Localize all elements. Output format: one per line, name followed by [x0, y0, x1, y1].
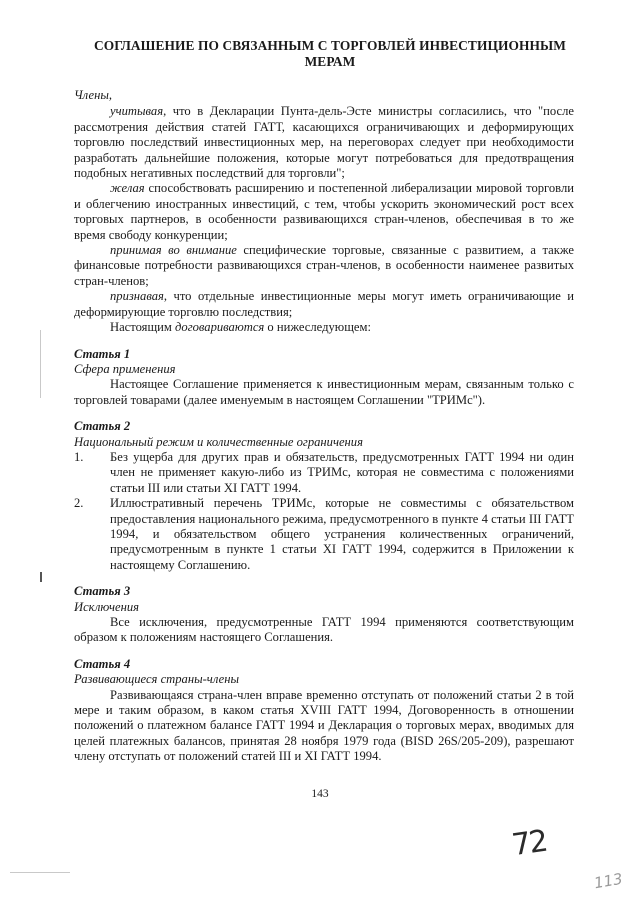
article-subtitle: Исключения — [74, 599, 140, 614]
article-text: Все исключения, предусмотренные ГАТТ 1994 применяются соответствующим образом к положениям настоящего Соглашения. — [74, 615, 574, 645]
scan-margin-mark — [40, 572, 42, 582]
scan-bottom-mark — [10, 872, 70, 873]
clause-text: , что в Декларации Пунта-дель-Эсте министры согласились, что "после рассмотрения действия статей ГАТТ, касающихся ограничивающих и деформирующих торговлю последствий инвестиционных мер, на переговорах следует при необходимости разработать дальнейшие положения, которые могут потребоваться для предотвращения подобных негативных последствий для торговли"; — [74, 104, 574, 181]
clause-lead: признавая — [110, 289, 164, 304]
article-heading: Статья 3 — [74, 584, 131, 599]
document-body — [74, 88, 574, 765]
article-subtitle: Развивающиеся страны-члены — [74, 672, 239, 687]
scan-margin-mark — [40, 330, 41, 398]
preamble-clause — [74, 181, 574, 243]
article-heading: Статья 2 — [74, 419, 131, 434]
clause-lead: учитывая — [110, 104, 164, 119]
article-text: Развивающаяся страна-член вправе временно отступать от положений статьи 2 в той мере и таким образом, в каком статья XVIII ГАТТ 1994, Договоренность в отношении положений о платежном балансе ГАТТ 1994 и Декларация о торговых мерах, вводимых для целей платежных балансов, принятая 28 ноября 1979 года (BISD 26S/205-209), разрешают члену отступать от положений статей III и XI ГАТТ 1994. — [74, 687, 574, 764]
article-item — [74, 450, 574, 496]
item-text: Без ущерба для других прав и обязательств, предусмотренных ГАТТ 1994 ни один член не применяет какую-либо из ТРИМс, которая не совместима с положениями статьи III или статьи XI ГАТТ 1994. — [110, 449, 574, 495]
article-item — [74, 496, 574, 573]
article-subtitle: Сфера применения — [74, 361, 176, 376]
article-heading: Статья 4 — [74, 656, 131, 671]
article-text: Настоящее Соглашение применяется к инвестиционным мерам, связанным только с торговлей товарами (далее именуемым в настоящем Соглашении "ТРИМс"). — [74, 377, 574, 407]
item-text: Иллюстративный перечень ТРИМс, которые не совместимы с обязательством предоставления национального режима, предусмотренного в пункте 4 статьи III ГАТТ 1994, и обязательством общего устранения количественных ограничений, предусмотренным в пункте 1 статьи XI ГАТТ 1994, содержится в Приложении к настоящему Соглашению. — [110, 496, 574, 572]
preamble-clause — [74, 289, 574, 320]
clause-lead: желая — [110, 181, 145, 196]
clause-text: , что отдельные инвестиционные меры могут иметь ограничивающие и деформирующие торговлю последствия; — [74, 289, 574, 319]
preamble-party: Члены, — [74, 88, 112, 102]
clause-text: способствовать расширению и постепенной либерализации мировой торговли и облегчению иностранных инвестиций, с тем, чтобы ускорить экономический рост всех торговых партнеров, в особенности развивающихся стран-членов, обеспечивая в то же время свободу конкуренции; — [74, 181, 574, 242]
item-number: 1. — [74, 449, 84, 464]
article-heading: Статья 1 — [74, 346, 131, 361]
preamble-clause — [74, 243, 574, 289]
clause-text: специфические торговые, связанные с развитием, а также финансовые потребности развивающихся стран-членов, в особенности наименее развитых стран-членов; — [74, 243, 574, 288]
closing-post: о нижеследующем: — [264, 320, 371, 335]
item-number: 2. — [74, 496, 84, 511]
handwritten-corner-number: 113 — [592, 869, 624, 893]
closing-pre: Настоящим — [110, 320, 176, 335]
page-number: 143 — [311, 788, 329, 800]
article-subtitle: Национальный режим и количественные ограничения — [74, 434, 363, 449]
clause-lead: принимая во внимание — [110, 243, 237, 258]
preamble-clause — [74, 104, 574, 181]
closing-lead: договариваются — [175, 320, 265, 335]
preamble-closing — [74, 320, 574, 335]
document-title: СОГЛАШЕНИЕ ПО СВЯЗАННЫМ С ТОРГОВЛЕЙ ИНВЕСТИЦИОННЫМ МЕРАМ — [93, 38, 567, 69]
handwritten-number: 72 — [509, 823, 549, 864]
